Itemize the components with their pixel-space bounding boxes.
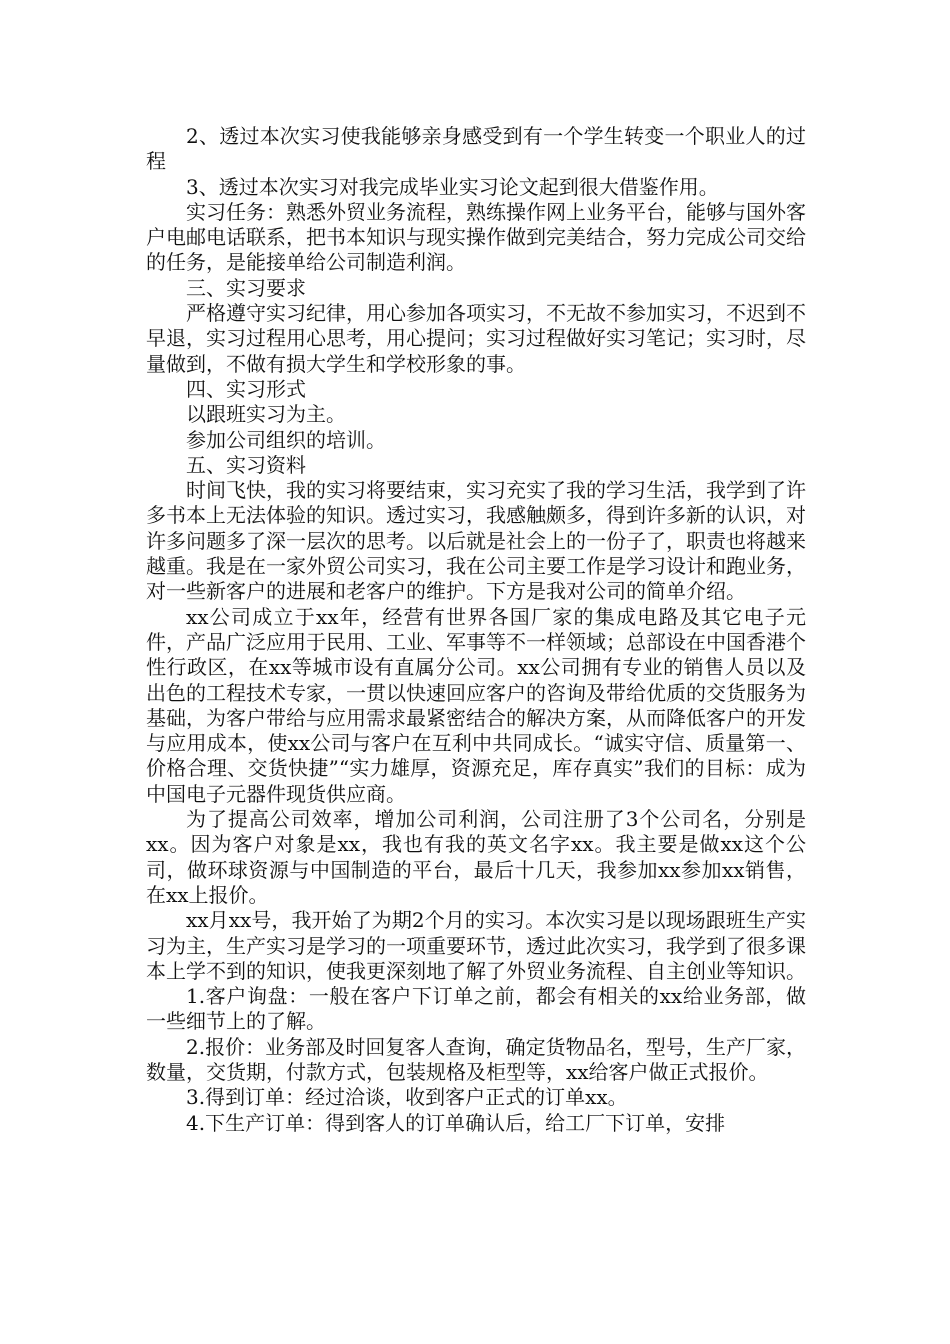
paragraph-internship-start: xx月xx号，我开始了为期2个月的实习。本次实习是以现场跟班生产实习为主，生产实习是学习的一项重要环节，透过此次实习，我学到了很多课本上学不到的知识，使我更深刻地了解了外贸业务流程、自主创业等知识。 xyxy=(146,908,806,983)
paragraph-form-2: 参加公司组织的培训。 xyxy=(186,427,386,452)
section-heading-materials: 五、实习资料 xyxy=(186,452,306,477)
paragraph-materials-intro: 时间飞快，我的实习将要结束，实习充实了我的学习生活，我学到了许多书本上无法体验的知识。透过实习，我感触颇多，得到许多新的认识，对许多问题多了深一层次的思考。以后就是社会上的一份子了，职责也将越来越重。我是在一家外贸公司实习，我在公司主要工作是学习设计和跑业务，对一些新客户的进展和老客户的维护。下方是我对公司的简单介绍。 xyxy=(146,478,806,604)
paragraph-goal-3: 3、透过本次实习对我完成毕业实习论文起到很大借鉴作用。 xyxy=(186,174,719,199)
document-page xyxy=(146,124,806,1136)
section-heading-form: 四、实习形式 xyxy=(186,376,306,401)
list-item-quote: 2.报价：业务部及时回复客人查询，确定货物品名，型号，生产厂家，数量，交货期，付款方式，包装规格及柜型等，xx给客户做正式报价。 xyxy=(146,1034,806,1084)
paragraph-form-1: 以跟班实习为主。 xyxy=(186,402,346,427)
paragraph-requirements: 严格遵守实习纪律，用心参加各项实习，不无故不参加实习，不迟到不早退，实习过程用心思考，用心提问；实习过程做好实习笔记；实习时，尽量做到，不做有损大学生和学校形象的事。 xyxy=(146,301,806,376)
list-item-production-order: 4.下生产订单：得到客人的订单确认后，给工厂下订单，安排 xyxy=(186,1110,726,1135)
section-heading-requirements: 三、实习要求 xyxy=(186,275,306,300)
list-item-inquiry: 1.客户询盘：一般在客户下订单之前，都会有相关的xx给业务部，做一些细节上的了解。 xyxy=(146,984,806,1034)
paragraph-company-names: 为了提高公司效率，增加公司利润，公司注册了3个公司名，分别是xx。因为客户对象是xx，我也有我的英文名字xx。我主要是做xx这个公司，做环球资源与中国制造的平台，最后十几天，我参加xx参加xx销售，在xx上报价。 xyxy=(146,807,806,907)
paragraph-company-intro: xx公司成立于xx年，经营有世界各国厂家的集成电路及其它电子元件，产品广泛应用于民用、工业、军事等不一样领域；总部设在中国香港个性行政区，在xx等城市设有直属分公司。xx公司拥有专业的销售人员以及出色的工程技术专家，一贯以快速回应客户的咨询及带给优质的交货服务为基础，为客户带给与应用需求最紧密结合的解决方案，从而降低客户的开发与应用成本，使xx公司与客户在互利中共同成长。“诚实守信、质量第一、价格合理、交货快捷”“实力雄厚，资源充足，库存真实”我们的目标：成为中国电子元器件现货供应商。 xyxy=(146,604,806,806)
paragraph-tasks: 实习任务：熟悉外贸业务流程，熟练操作网上业务平台，能够与国外客户电邮电话联系，把书本知识与现实操作做到完美结合，努力完成公司交给的任务，是能接单给公司制造利润。 xyxy=(146,199,806,275)
list-item-order: 3.得到订单：经过洽谈，收到客户正式的订单xx。 xyxy=(186,1085,628,1110)
paragraph-goal-2: 2、透过本次实习使我能够亲身感受到有一个学生转变一个职业人的过程 xyxy=(146,124,806,174)
